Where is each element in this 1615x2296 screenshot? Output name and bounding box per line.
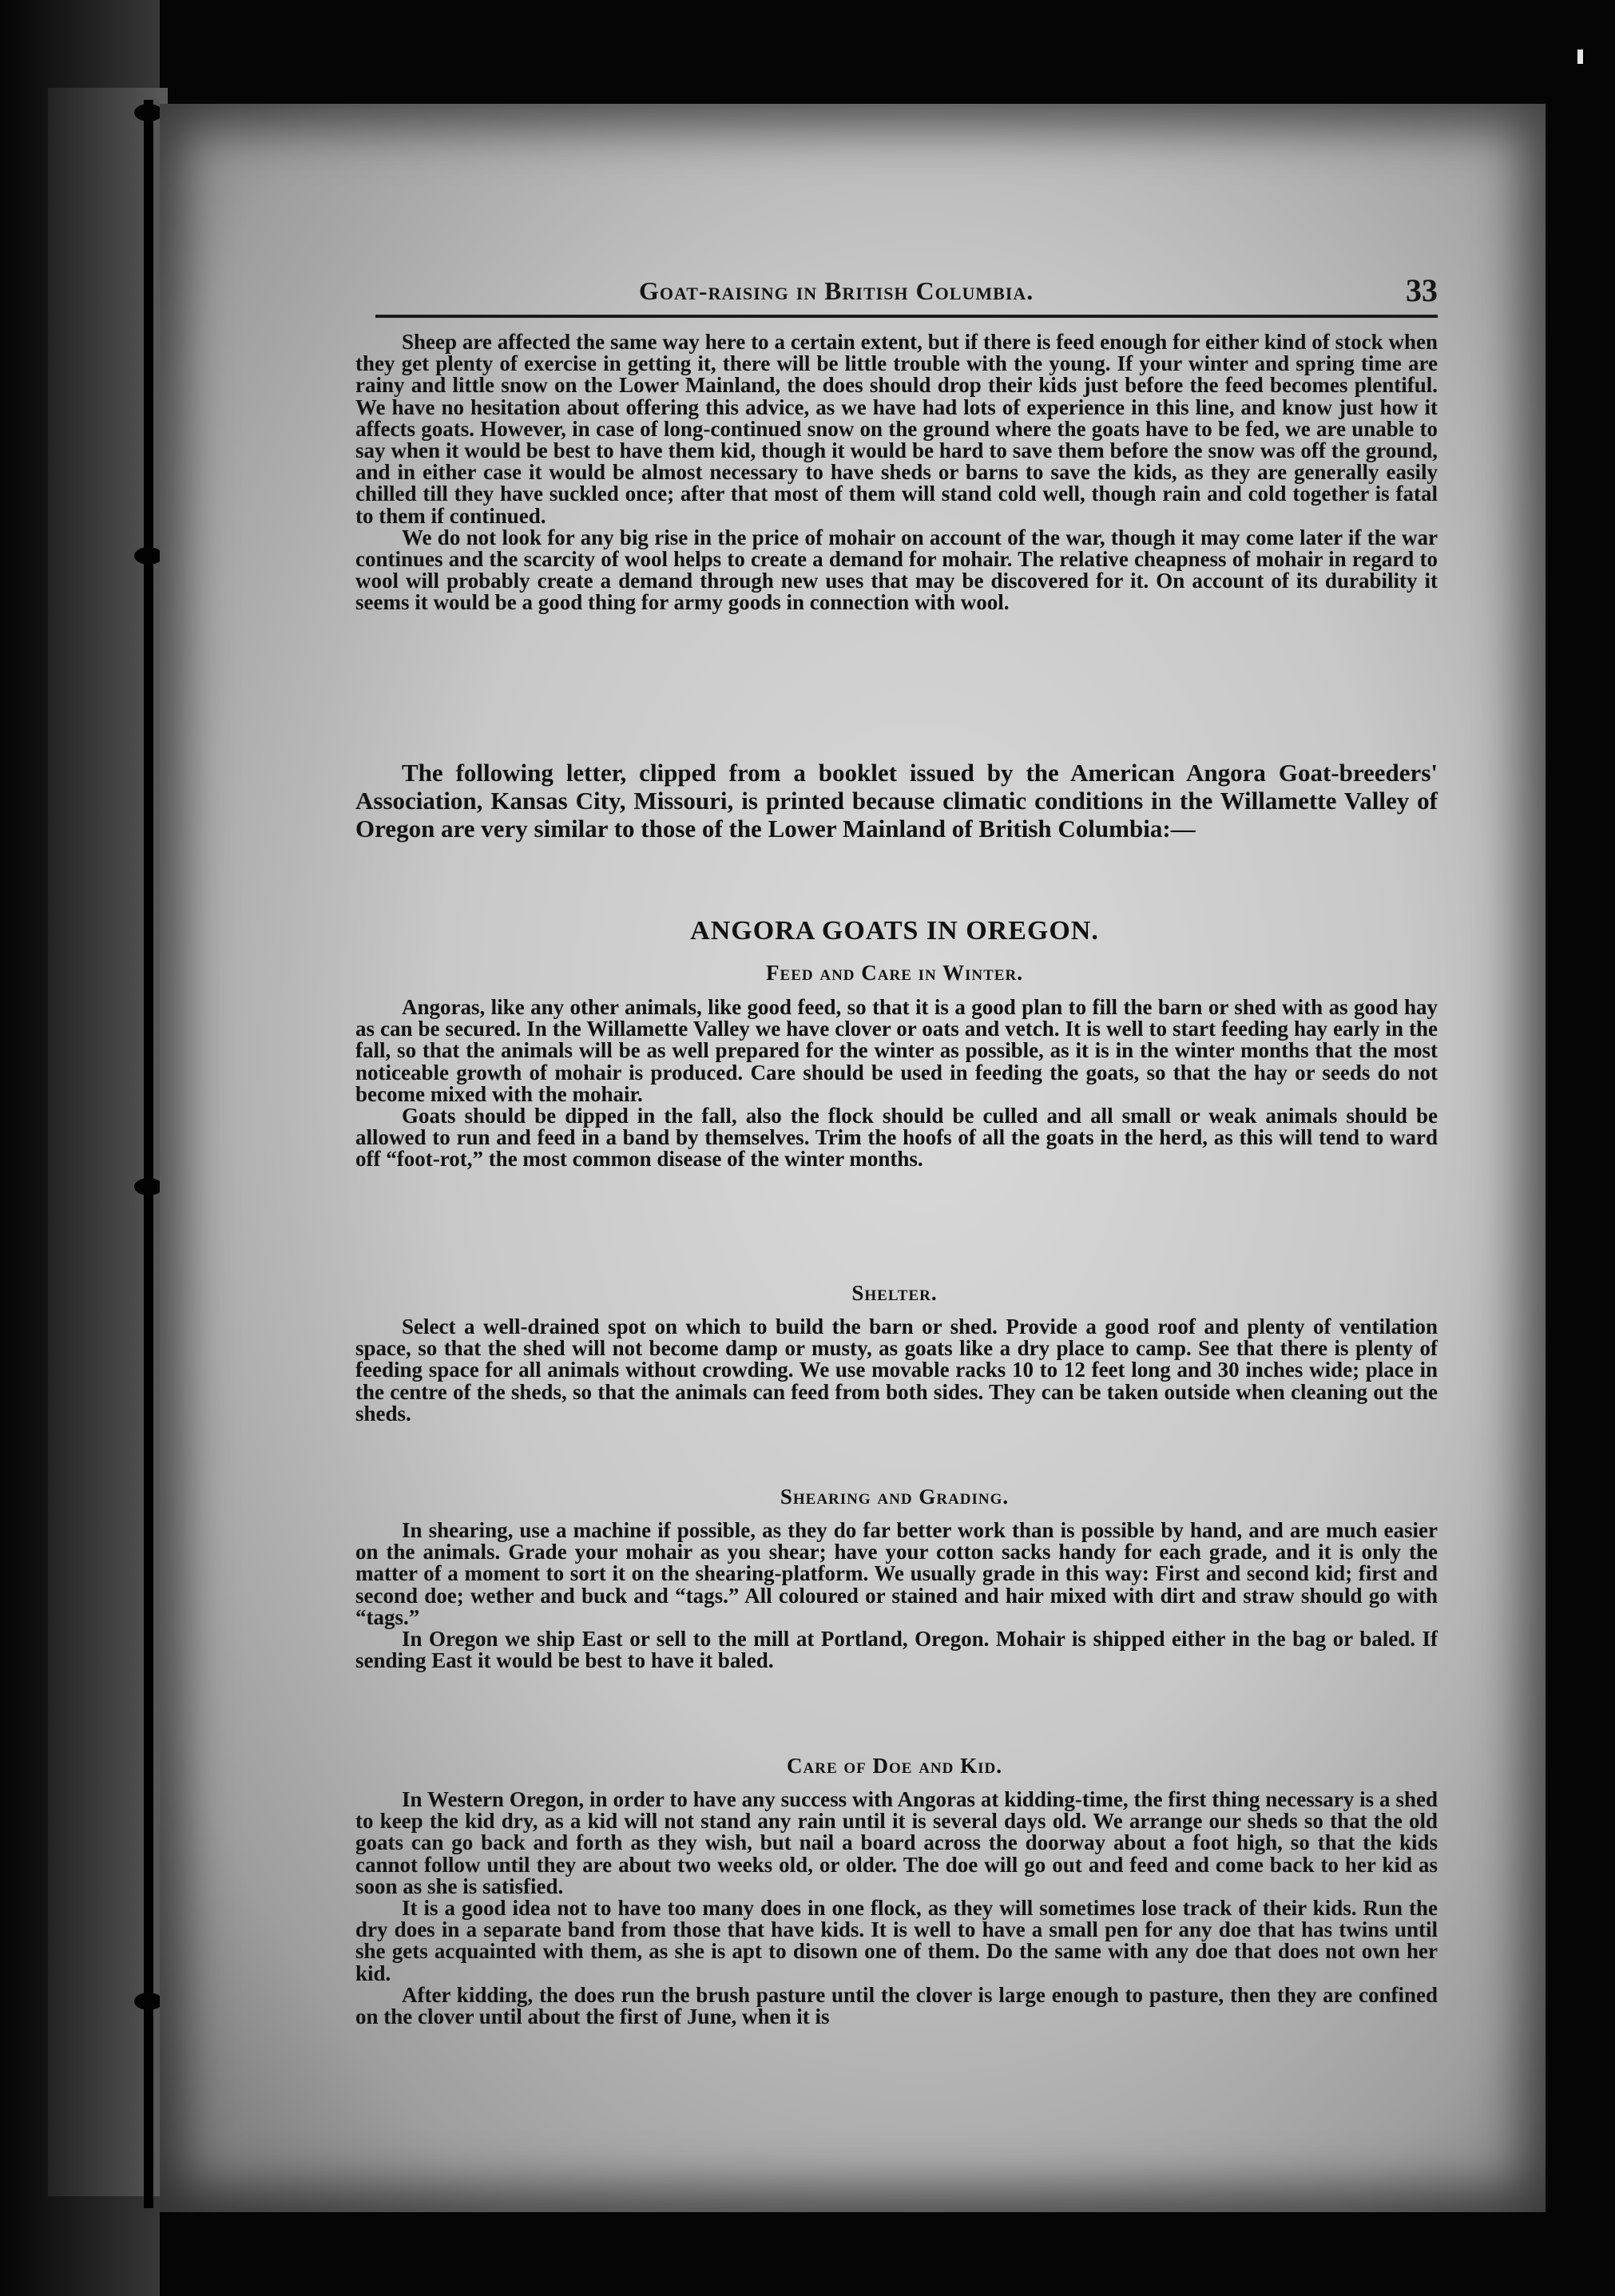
page-number: 33 [1406,272,1438,308]
section-heading: Shearing and Grading. [780,1485,1010,1509]
running-title: Goat-raising in British Columbia. [639,276,1034,305]
paragraph: Sheep are affected the same way here to a certain extent, but if there is feed enough for either kind of stock when they get plenty of exercise in getting it, there will be little trouble with the young. If your winter and spring time are rainy and little snow on the Lower Mainland, the does should drop their kids just before the feed becomes plentiful. We have no hesitation about offering this advice, as we have had lots of experience in this line, and know just how it affects goats. However, in case of long-continued snow on the ground where the goats have to be fed, we are unable to say when it would be best to have them kid, though it would be hard to save them before the snow was off the ground, and in either case it would be almost necessary to have sheds or barns to save the kids, as they are generally easily chilled till they have suckled once; after that most of them will stand cold well, though rain and cold together is fatal to them if continued. [355,330,1438,528]
paragraph: After kidding, the does run the brush pasture until the clover is large enough to pasture, then they are confined on the clover until about the first of June, when it is [355,1982,1438,2029]
paragraph: The following letter, clipped from a booklet issued by the American Angora Goat-breeders' Association, Kansas City, Missouri, is printed because climatic conditions in the Willamette Valley of Oregon are very similar to those of the Lower Mainland of British Columbia:— [355,759,1438,843]
section-shearing [355,1520,1438,1671]
paragraph: In Oregon we ship East or sell to the mill at Portland, Oregon. Mohair is shipped either in the bag or baled. If sending East it would be best to have it baled. [355,1627,1438,1673]
section-doe-and-kid [355,1789,1438,2028]
scan-mark [1577,50,1583,64]
article-title: ANGORA GOATS IN OREGON. [690,916,1099,946]
section-shelter [355,1316,1438,1425]
letter-intro [355,759,1438,843]
section-heading: Feed and Care in Winter. [766,961,1023,985]
paragraph: Goats should be dipped in the fall, also the flock should be culled and all small or weak animals should be allowed to run and feed in a band by themselves. Trim the hoofs of all the goats in the herd, as this will tend to ward off “foot-rot,” the most common disease of the winter months. [355,1104,1438,1172]
paragraph: Angoras, like any other animals, like good feed, so that it is a good plan to fill the barn or shed with as good hay as can be secured. In the Willamette Valley we have clover or oats and vetch. It is well to start feeding hay early in the fall, so that the animals will be as well prepared for the winter as possible, as it is in the winter months that the most noticeable growth of mohair is produced. Care should be used in feeding the goats, so that the hay or seeds do not become mixed with the mohair. [355,995,1438,1106]
binding-ring [134,1178,163,1196]
section-feed-and-care [355,997,1438,1171]
binding-ring [134,1993,163,2010]
running-header [375,272,1438,318]
section-heading: Care of Doe and Kid. [787,1754,1002,1778]
binding-ring [134,547,163,565]
paragraph: We do not look for any big rise in the price of mohair on account of the war, though it may come later if the war continues and the scarcity of wool helps to create a demand for mohair. The relative cheapness of mohair in regard to wool will probably create a demand through new uses that may be discovered for it. On account of its durability it seems it would be a good thing for army goods in connection with wool. [355,525,1438,615]
paragraph: In shearing, use a machine if possible, as they do far better work than is possible by hand, and are much easier on the animals. Grade your mohair as you shear; have your cotton sacks handy for each grade, and it is only the matter of a moment to sort it on the shearing-platform. We usually grade in this way: First and second kid; first and second doe; wether and buck and “tags.” All coloured or stained and hair mixed with dirt and straw should go with “tags.” [355,1518,1438,1629]
section-heading: Shelter. [851,1281,938,1305]
paragraph: It is a good idea not to have too many does in one flock, as they will sometimes lose track of their kids. Run the dry does in a separate band from those that have kids. It is well to have a small pen for any doe that has twins until she gets acquainted with them, as she is apt to disown one of them. Do the same with any doe that does not own her kid. [355,1896,1438,1985]
intro-text [355,331,1438,614]
paragraph: In Western Oregon, in order to have any success with Angoras at kidding-time, the first thing necessary is a shed to keep the kid dry, as a kid will not stand any rain until it is several days old. We arrange our sheds so that the old goats can go back and forth as they wish, but nail a board across the doorway about a foot high, so that the kids cannot follow until they are about two weeks old, or older. The doe will go out and feed and come back to her kid as soon as she is satisfied. [355,1787,1438,1898]
paragraph: Select a well-drained spot on which to build the barn or shed. Provide a good roof and plenty of ventilation space, so that the shed will not become damp or musty, as goats like a dry place to camp. See that there is plenty of feeding space for all animals without crowding. We use movable racks 10 to 12 feet long and 30 inches wide; place in the centre of the sheds, so that the animals can feed from both sides. They can be taken outside when cleaning out the sheds. [355,1315,1438,1426]
binding-line [144,100,153,2208]
binding-ring [134,104,163,121]
